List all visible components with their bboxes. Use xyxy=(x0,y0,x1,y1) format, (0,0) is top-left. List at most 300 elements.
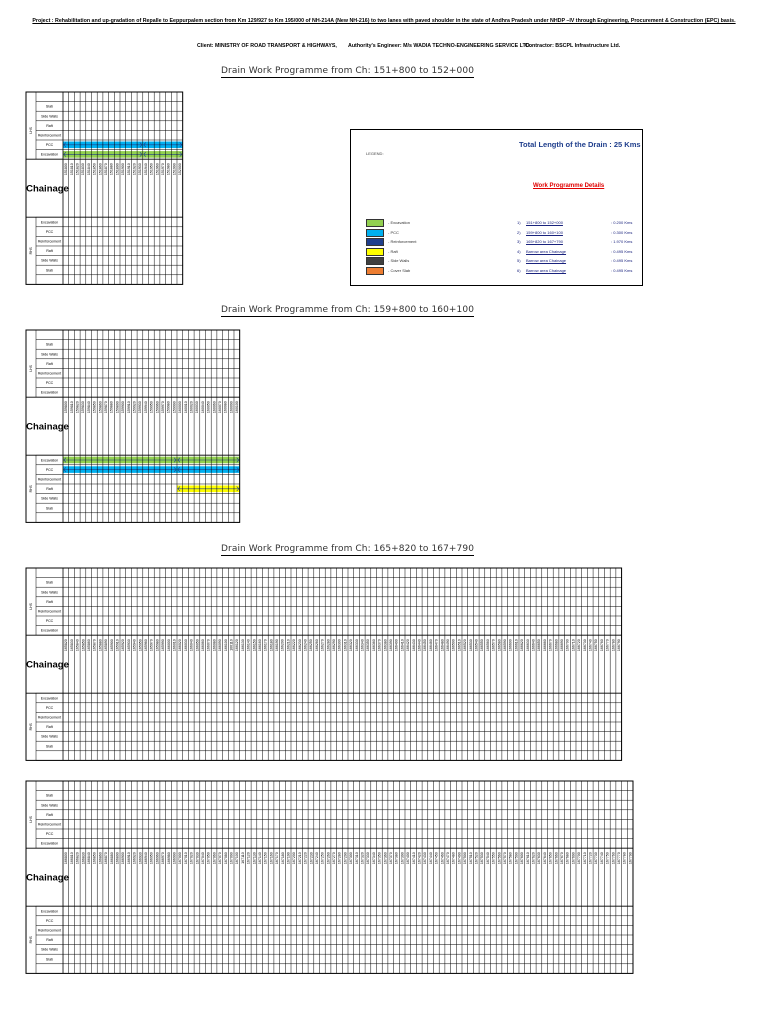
chainage-value: 165910 xyxy=(115,639,120,652)
chainage-value: 159980 xyxy=(166,401,171,414)
chainage-value: 151800 xyxy=(64,163,69,176)
chainage-value: 167010 xyxy=(183,852,188,865)
legend-swatch xyxy=(366,229,384,237)
chainage-value: 167780 xyxy=(622,852,627,865)
row-label: Excavation xyxy=(40,152,59,157)
chainage-value: 167610 xyxy=(525,852,530,865)
chainage-value: 166390 xyxy=(389,639,394,652)
chainage-value: 166540 xyxy=(474,639,479,652)
chainage-value: 166110 xyxy=(229,639,234,651)
chainage-value: 167620 xyxy=(531,852,536,865)
chainage-value: 167000 xyxy=(178,852,183,865)
chainage-value: 152000 xyxy=(178,163,183,176)
chainage-value: 167330 xyxy=(366,852,371,865)
chainage-value: 167640 xyxy=(542,852,547,865)
chainage-value: 165920 xyxy=(121,639,126,652)
chainage-value: 166550 xyxy=(480,639,485,652)
chainage-value: 166440 xyxy=(417,639,422,652)
chainage-value: 167420 xyxy=(417,852,422,865)
row-label: Excavation xyxy=(40,696,59,701)
chainage-value: 166670 xyxy=(548,639,553,652)
chainage-value: 166230 xyxy=(297,639,302,652)
detail-range: Barrow area Chainage xyxy=(526,268,567,273)
chainage-value: 167320 xyxy=(360,852,365,865)
drain-schedule-grid xyxy=(26,781,633,973)
chainage-value: 166000 xyxy=(166,639,171,652)
chainage-value: 167690 xyxy=(571,852,576,865)
row-label: Raft xyxy=(46,249,53,254)
chainage-value: 165990 xyxy=(161,639,166,652)
chainage-value: 159850 xyxy=(92,401,97,414)
chainage-value: 165860 xyxy=(86,639,91,652)
chainage-value: 167200 xyxy=(292,852,297,865)
chainage-value: 167160 xyxy=(269,852,274,865)
chainage-value: 166250 xyxy=(309,639,314,652)
row-label: Reinforcement xyxy=(37,715,62,720)
row-label: Reinforcement xyxy=(37,822,62,827)
chainage-value: 159890 xyxy=(115,401,120,414)
chainage-value: 167570 xyxy=(503,852,508,865)
side-label-rhs: RHS xyxy=(29,936,34,944)
chainage-value: 159870 xyxy=(104,401,109,414)
detail-range: 165+820 to 167+790 xyxy=(526,239,563,245)
row-label: Excavation xyxy=(40,390,59,395)
chainage-value: 160090 xyxy=(229,401,234,414)
chainage-value: 167700 xyxy=(577,852,582,865)
chainage-value: 167140 xyxy=(257,852,262,865)
programme-detail-row xyxy=(517,248,637,257)
chainage-value: 159940 xyxy=(143,401,148,414)
row-label: Raft xyxy=(46,812,53,817)
chainage-value: 166290 xyxy=(332,639,337,652)
row-label: Excavation xyxy=(40,909,59,914)
chainage-value: 166150 xyxy=(252,639,257,652)
chainage-value: 167350 xyxy=(377,852,382,865)
chainage-value: 159970 xyxy=(161,401,166,414)
chainage-value: 167150 xyxy=(263,852,268,865)
chainage-value: 151930 xyxy=(138,163,143,176)
row-label: Side Walls xyxy=(41,947,58,952)
programme-detail-row xyxy=(517,267,637,276)
chainage-value: 167210 xyxy=(297,852,302,865)
chainage-value: 167090 xyxy=(229,852,234,865)
chainage-value: 167130 xyxy=(252,852,257,865)
chainage-value: 167380 xyxy=(394,852,399,865)
chainage-value: 166320 xyxy=(349,639,354,652)
chainage-value: 151950 xyxy=(149,163,154,176)
row-label: Reinforcement xyxy=(37,609,62,614)
chainage-value: 167720 xyxy=(588,852,593,865)
chainage-value: 167790 xyxy=(628,852,633,865)
chainage-value: 160020 xyxy=(189,401,194,414)
chainage-value: 160100 xyxy=(235,401,240,414)
legend-swatch xyxy=(366,219,384,227)
side-label-rhs: RHS xyxy=(29,485,34,493)
detail-range: Barrow area Chainage xyxy=(526,248,567,254)
row-label: Raft xyxy=(46,361,53,366)
chainage-value: 167450 xyxy=(434,852,439,865)
chainage-value: 167260 xyxy=(326,852,331,865)
chainage-value: 166570 xyxy=(491,639,496,652)
chainage-value: 166420 xyxy=(406,639,411,652)
chainage-value: 167030 xyxy=(195,852,200,865)
chainage-value: 167020 xyxy=(189,852,194,865)
chainage-value: 166760 xyxy=(599,639,604,652)
row-label: Raft xyxy=(46,123,53,128)
row-label: Excavation xyxy=(40,841,59,846)
chainage-value: 159920 xyxy=(132,401,137,414)
programme-detail-row xyxy=(517,257,637,266)
chainage-value: 166890 xyxy=(115,852,120,865)
chainage-value: 166020 xyxy=(178,639,183,652)
detail-length: : 0.200 Kms xyxy=(611,220,633,225)
chainage-label: Chainage xyxy=(26,872,69,884)
chainage-value: 166210 xyxy=(286,639,291,652)
side-label-lhs: LHS xyxy=(29,816,34,823)
legend-item xyxy=(366,248,506,257)
programme-grid-2 xyxy=(26,330,278,523)
chainage-value: 167220 xyxy=(303,852,308,865)
legend-swatch xyxy=(366,267,384,275)
side-label-lhs: LHS xyxy=(29,603,34,610)
chainage-value: 166350 xyxy=(366,639,371,652)
chainage-value: 166790 xyxy=(617,639,622,652)
chainage-value: 151810 xyxy=(69,163,74,176)
chainage-value: 166370 xyxy=(377,639,382,652)
chainage-value: 165900 xyxy=(109,639,114,652)
chainage-value: 166380 xyxy=(383,639,388,652)
chainage-value: 166740 xyxy=(588,639,593,652)
chainage-value: 165980 xyxy=(155,639,160,652)
chainage-value: 166140 xyxy=(246,639,251,652)
chainage-value: 165960 xyxy=(143,639,148,652)
chainage-value: 165890 xyxy=(104,639,109,652)
chainage-value: 151870 xyxy=(104,163,109,176)
row-label: PCC xyxy=(45,229,54,234)
chainage-value: 166010 xyxy=(172,639,177,652)
chainage-value: 166730 xyxy=(582,639,587,652)
legend-item-label: - Reinforcement xyxy=(388,239,417,245)
chainage-value: 166430 xyxy=(411,639,416,652)
chainage-value: 166640 xyxy=(531,639,536,652)
total-length: Total Length of the Drain : 25 Kms xyxy=(519,140,641,149)
chainage-value: 167470 xyxy=(446,852,451,865)
row-label: Reinforcement xyxy=(37,239,62,244)
programme-grid-1 xyxy=(26,92,211,285)
legend-item xyxy=(366,257,506,266)
legend-item xyxy=(366,219,506,228)
programme-detail-row xyxy=(517,238,637,247)
chainage-value: 166490 xyxy=(446,639,451,652)
row-label: Side Walls xyxy=(41,258,58,263)
legend-item xyxy=(366,267,506,276)
chainage-value: 167410 xyxy=(411,852,416,865)
chainage-value: 167730 xyxy=(594,852,599,865)
chainage-value: 165940 xyxy=(132,639,137,652)
chainage-value: 167550 xyxy=(491,852,496,865)
chainage-value: 166100 xyxy=(223,639,228,652)
detail-number: 3) xyxy=(517,239,521,245)
chainage-value: 166030 xyxy=(183,639,188,652)
chainage-value: 151980 xyxy=(166,163,171,176)
detail-number: 5) xyxy=(517,258,521,264)
row-label: Reinforcement xyxy=(37,133,62,138)
chainage-value: 159830 xyxy=(81,401,86,414)
chainage-value: 167170 xyxy=(275,852,280,865)
row-label: Reinforcement xyxy=(37,371,62,376)
row-label: PCC xyxy=(45,832,54,837)
chainage-value: 166960 xyxy=(155,852,160,865)
section-title-2: Drain Work Programme from Ch: 159+800 to 160+100 xyxy=(221,305,475,315)
chainage-value: 159800 xyxy=(64,401,69,414)
chainage-value: 167070 xyxy=(218,852,223,865)
programme-grid-3 xyxy=(26,568,742,761)
detail-range: 151+800 to 152+000 xyxy=(526,220,563,225)
side-label-lhs: LHS xyxy=(29,127,34,134)
chainage-value: 159900 xyxy=(121,401,126,414)
chainage-value: 167530 xyxy=(480,852,485,865)
chainage-value: 165880 xyxy=(98,639,103,652)
row-label: Side Walls xyxy=(41,590,58,595)
chainage-value: 159910 xyxy=(126,401,131,414)
chainage-value: 151860 xyxy=(98,163,103,176)
chainage-value: 160060 xyxy=(212,401,217,414)
chainage-value: 166400 xyxy=(394,639,399,652)
chainage-value: 166700 xyxy=(565,639,570,652)
row-label: Slab xyxy=(45,104,54,109)
row-label: Slab xyxy=(45,957,54,962)
chainage-value: 159880 xyxy=(109,401,114,414)
chainage-value: 167310 xyxy=(354,852,359,865)
row-label: Side Walls xyxy=(41,734,58,739)
chainage-value: 151850 xyxy=(92,163,97,176)
chainage-value: 167230 xyxy=(309,852,314,865)
authority-engineer: Authority's Engineer: M/s WADIA TECHNO-ENGINEERING SERVICE LTD. xyxy=(348,43,532,49)
chainage-value: 166060 xyxy=(200,639,205,652)
chainage-value: 166180 xyxy=(269,639,274,652)
legend-item-label: - Excavation xyxy=(388,220,411,225)
row-label: Raft xyxy=(46,938,53,943)
chainage-value: 151970 xyxy=(161,163,166,176)
row-label: PCC xyxy=(45,918,54,923)
detail-range: Barrow area Chainage xyxy=(526,258,567,264)
chainage-value: 160050 xyxy=(206,401,211,414)
chainage-value: 166530 xyxy=(468,639,473,652)
chainage-value: 165930 xyxy=(126,639,131,652)
chainage-value: 166050 xyxy=(195,639,200,652)
row-label: Raft xyxy=(46,487,53,492)
chainage-value: 167710 xyxy=(582,852,587,865)
chainage-value: 166630 xyxy=(525,639,530,652)
row-label: Raft xyxy=(46,725,53,730)
legend-item-label: - Side Walls xyxy=(388,258,410,264)
chainage-value: 166970 xyxy=(161,852,166,865)
chainage-value: 165850 xyxy=(81,639,86,652)
chainage-value: 159990 xyxy=(172,401,177,414)
chainage-value: 160040 xyxy=(200,401,205,414)
detail-number: 1) xyxy=(517,220,521,225)
chainage-value: 167590 xyxy=(514,852,519,865)
chainage-value: 166620 xyxy=(520,639,525,652)
chainage-value: 167040 xyxy=(200,852,205,865)
detail-number: 2) xyxy=(517,229,521,235)
chainage-value: 166750 xyxy=(594,639,599,652)
row-label: Reinforcement xyxy=(37,477,62,482)
chainage-value: 166500 xyxy=(451,639,456,652)
side-label-rhs: RHS xyxy=(29,247,34,255)
chainage-value: 167540 xyxy=(485,852,490,865)
chainage-value: 167270 xyxy=(332,852,337,865)
row-label: PCC xyxy=(45,467,54,472)
section-title-3: Drain Work Programme from Ch: 165+820 to 167+790 xyxy=(221,544,475,554)
chainage-value: 151830 xyxy=(81,163,86,176)
chainage-value: 166090 xyxy=(218,639,223,652)
chainage-value: 166520 xyxy=(463,639,468,652)
legend-panel xyxy=(350,129,643,286)
chainage-value: 166200 xyxy=(280,639,285,652)
chainage-value: 167630 xyxy=(537,852,542,865)
chainage-value: 166330 xyxy=(354,639,359,652)
chainage-value: 167300 xyxy=(349,852,354,865)
chainage-value: 165970 xyxy=(149,639,154,652)
detail-range: 159+800 to 160+100 xyxy=(526,229,563,235)
row-label: Slab xyxy=(45,744,54,749)
chainage-value: 166980 xyxy=(166,852,171,865)
chainage-value: 166920 xyxy=(132,852,137,865)
detail-number: 6) xyxy=(517,268,521,273)
chainage-value: 166870 xyxy=(104,852,109,865)
chainage-value: 167370 xyxy=(389,852,394,865)
row-label: PCC xyxy=(45,381,54,386)
chainage-value: 165870 xyxy=(92,639,97,652)
chainage-value: 167050 xyxy=(206,852,211,865)
chainage-value: 159860 xyxy=(98,401,103,414)
chainage-value: 151960 xyxy=(155,163,160,176)
chainage-value: 167250 xyxy=(320,852,325,865)
chainage-value: 165950 xyxy=(138,639,143,652)
chainage-value: 167680 xyxy=(565,852,570,865)
chainage-value: 151820 xyxy=(75,163,80,176)
chainage-value: 166610 xyxy=(514,639,519,652)
chainage-value: 166560 xyxy=(485,639,490,652)
project-title: Project : Rehabilitation and up-gradation of Repalle to Eeppurpalem section from Km 129/927 to Km 195/000 of NH-214A (New NH-216) to two lanes with paved shoulder in the state of Andhra Pradesh under NHDP –IV through Engineering, Procurement & Construction (EPC) basis. xyxy=(32,18,736,24)
chainage-value: 166360 xyxy=(371,639,376,652)
chainage-value: 167580 xyxy=(508,852,513,865)
chainage-value: 166510 xyxy=(457,639,462,652)
programme-grid-4 xyxy=(26,781,742,974)
detail-number: 4) xyxy=(517,248,521,254)
chainage-value: 166190 xyxy=(275,639,280,652)
chainage-value: 166070 xyxy=(206,639,211,652)
chainage-value: 167430 xyxy=(423,852,428,865)
row-label: Excavation xyxy=(40,458,59,463)
row-label: PCC xyxy=(45,143,54,148)
chainage-value: 159840 xyxy=(86,401,91,414)
drain-schedule-grid xyxy=(26,568,622,760)
legend-swatch xyxy=(366,238,384,246)
chainage-value: 167460 xyxy=(440,852,445,865)
chainage-value: 159930 xyxy=(138,401,143,414)
chainage-value: 151840 xyxy=(86,163,91,176)
row-label: Slab xyxy=(45,268,54,273)
chainage-value: 167060 xyxy=(212,852,217,865)
chainage-label: Chainage xyxy=(26,183,69,195)
chainage-value: 167510 xyxy=(468,852,473,865)
chainage-value: 167750 xyxy=(605,852,610,865)
contractor-name: Contractor: BSCPL Infrastructure Ltd. xyxy=(525,43,621,49)
chainage-value: 167340 xyxy=(371,852,376,865)
chainage-value: 160030 xyxy=(195,401,200,414)
chainage-value: 166410 xyxy=(400,639,405,652)
detail-length: : 0.495 Kms xyxy=(611,258,633,264)
row-label: Raft xyxy=(46,599,53,604)
row-label: Slab xyxy=(45,342,54,347)
chainage-value: 167520 xyxy=(474,852,479,865)
chainage-value: 166160 xyxy=(257,639,262,652)
chainage-value: 151920 xyxy=(132,163,137,176)
detail-length: : 0.300 Kms xyxy=(611,229,633,235)
row-label: Side Walls xyxy=(41,352,58,357)
legend-item-label: - Raft xyxy=(388,248,398,254)
row-label: Slab xyxy=(45,506,54,511)
chainage-value: 167660 xyxy=(554,852,559,865)
chainage-value: 166650 xyxy=(537,639,542,652)
row-label: Excavation xyxy=(40,220,59,225)
chainage-value: 167670 xyxy=(560,852,565,865)
chainage-value: 166840 xyxy=(86,852,91,865)
programme-detail-row xyxy=(517,219,637,228)
chainage-value: 167120 xyxy=(246,852,251,865)
chainage-value: 160070 xyxy=(218,401,223,414)
chainage-value: 167490 xyxy=(457,852,462,865)
chainage-value: 166810 xyxy=(69,852,74,865)
chainage-value: 165830 xyxy=(69,639,74,652)
drain-schedule-grid xyxy=(26,92,183,284)
detail-length: : 0.495 Kms xyxy=(611,268,633,273)
chainage-value: 167390 xyxy=(400,852,405,865)
chainage-value: 166900 xyxy=(121,852,126,865)
row-label: PCC xyxy=(45,619,54,624)
chainage-value: 151880 xyxy=(109,163,114,176)
chainage-value: 166990 xyxy=(172,852,177,865)
chainage-value: 166690 xyxy=(560,639,565,652)
legend-swatch xyxy=(366,248,384,256)
client-name: Client: MINISTRY OF ROAD TRANSPORT & HIGHWAYS, xyxy=(197,43,337,49)
row-label: Side Walls xyxy=(41,114,58,119)
chainage-value: 167100 xyxy=(235,852,240,865)
chainage-value: 166720 xyxy=(577,639,582,652)
chainage-value: 160010 xyxy=(183,401,188,414)
chainage-value: 166680 xyxy=(554,639,559,652)
chainage-value: 166280 xyxy=(326,639,331,652)
row-label: PCC xyxy=(45,705,54,710)
chainage-value: 166300 xyxy=(337,639,342,652)
chainage-value: 166450 xyxy=(423,639,428,652)
row-label: Side Walls xyxy=(41,496,58,501)
chainage-value: 166470 xyxy=(434,639,439,652)
chainage-value: 166860 xyxy=(98,852,103,865)
chainage-label: Chainage xyxy=(26,659,69,671)
chainage-value: 166460 xyxy=(428,639,433,652)
chainage-value: 166590 xyxy=(503,639,508,652)
chainage-value: 165840 xyxy=(75,639,80,652)
legend-item-label: - Cover Slab xyxy=(388,268,411,273)
chainage-value: 166710 xyxy=(571,639,576,652)
chainage-value: 160000 xyxy=(178,401,183,414)
chainage-value: 159960 xyxy=(155,401,160,414)
chainage-value: 166950 xyxy=(149,852,154,865)
chainage-value: 166770 xyxy=(605,639,610,652)
